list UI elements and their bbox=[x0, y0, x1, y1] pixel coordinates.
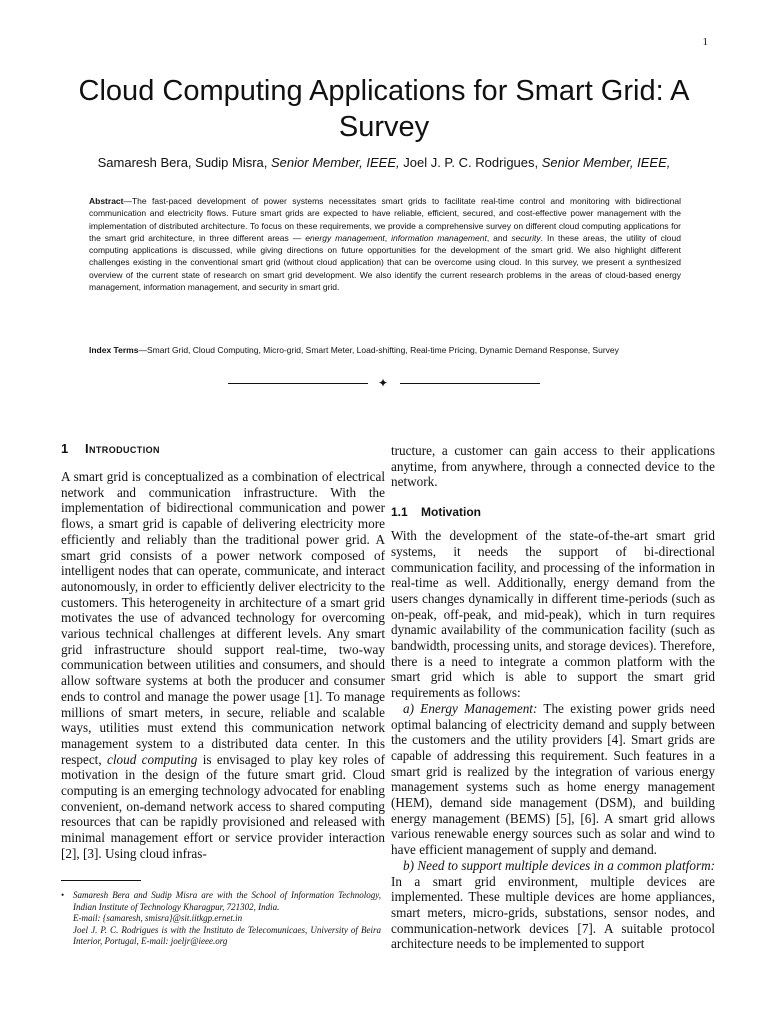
footnote-bullet: • bbox=[61, 890, 65, 900]
author-role-2: Senior Member, IEEE, bbox=[541, 155, 671, 170]
abstract-area-3: security bbox=[511, 232, 541, 243]
abstract-text-1: —The fast-paced development of power systems necessitates smart grids to facilitate real-time control and monitoring with bidirectional communication and electricity flows. Future smart grids are expected to have reliable, efficient, secured, and cost-effective power management with the implementation of distributed architecture. To focus on these requirements, we provide a comprehensive survey on different cloud computing applications for the smart grid architecture, in three different areas — bbox=[89, 196, 681, 243]
footnote-line-3: Joel J. P. C. Rodrigues is with the Instituto de Telecomunicaes, University of Beira Interior, Portugal, E-mail: joeljr@ieee.org bbox=[73, 924, 381, 946]
item-b-text: In a smart grid environment, multiple devices are implemented. These multiple devices are home appliances, smart meters, micro-grids, substations, sensor nodes, and communication-network devices [7]. A suitable protocol architecture needs to be implemented to support bbox=[391, 873, 715, 952]
subsection-heading-motivation bbox=[391, 504, 715, 520]
authors-part2: Joel J. P. C. Rodrigues, bbox=[399, 155, 542, 170]
abstract-area-1: energy management bbox=[305, 232, 385, 243]
abstract bbox=[89, 195, 681, 293]
separator-rule-right bbox=[400, 383, 540, 384]
authors-part1: Samaresh Bera, Sudip Misra, bbox=[97, 155, 272, 170]
footnote-line-2: E-mail: {samaresh, smisra}@sit.iitkgp.ernet.in bbox=[73, 913, 243, 923]
index-terms bbox=[89, 344, 681, 356]
intro-emphasis: cloud computing bbox=[107, 751, 198, 767]
item-a-heading: a) Energy Management: bbox=[403, 700, 538, 716]
index-terms-text: —Smart Grid, Cloud Computing, Micro-grid, Smart Meter, Load-shifting, Real-time Pricing, Dynamic Demand Response, Survey bbox=[138, 345, 619, 355]
abstract-area-2: information management bbox=[391, 232, 487, 243]
separator-diamond-icon: ✦ bbox=[378, 376, 389, 390]
intro-text-b-right: tructure, a customer can gain access to their applications anytime, from anywhere, through a connected device to the network. bbox=[391, 443, 715, 490]
author-list bbox=[40, 154, 728, 172]
footnote-line-1: Samaresh Bera and Sudip Misra are with the School of Information Technology, Indian Institute of Technology Kharagpur, 721302, India. bbox=[73, 890, 381, 912]
author-footnote bbox=[61, 890, 381, 948]
energy-management-paragraph bbox=[391, 701, 715, 858]
item-a-text: The existing power grids need optimal balancing of electricity demand and supply between the customers and the utility providers [4]. Smart grids are capable of addressing this requirement. Such features in a smart grid is realized by the integration of various energy management systems such as home energy management (HEM), demand side management (DSM), and building energy management (BEMS) [5], [6]. A smart grid allows various renewable energy sources such as solar and wind to have efficient management of supply and demand. bbox=[391, 700, 715, 858]
paper-title: Cloud Computing Applications for Smart Grid: A Survey bbox=[78, 75, 690, 143]
right-column bbox=[391, 443, 715, 952]
subsection-title: Motivation bbox=[421, 505, 481, 520]
section-heading-introduction bbox=[61, 440, 385, 458]
intro-text-b-left: is envisaged to play key roles of motivation in the design of the future smart grid. Cloud computing is an emerging technology advocated for enabling convenient, on-demand network access to shared computing resources that can be rapidly provisioned and released with minimal management effort or service provider interaction [2], [3]. Using cloud infras- bbox=[61, 751, 385, 861]
abstract-text-2: . In these areas, the utility of cloud computing applications is discussed, while giving directions on future opportunities for the development of the smart grid. We also highlight different challenges existing in the conventional smart grid (without cloud application) that can be overcome using cloud. In this survey, we present a synthesized overview of the current state of research on smart grid development. We also identify the current research problems in the areas of cloud-based energy management, information management, and security in smart grid. bbox=[89, 232, 681, 293]
item-b-heading: b) Need to support multiple devices in a common platform: bbox=[403, 857, 715, 873]
multiple-devices-paragraph bbox=[391, 858, 715, 952]
subsection-number: 1.1 bbox=[391, 505, 408, 520]
page-number: 1 bbox=[702, 36, 708, 48]
footnote-rule bbox=[61, 880, 141, 881]
motivation-paragraph: With the development of the state-of-the-art smart grid systems, it needs the support of bi-directional communication facility, and processing of the information in real-time as well. Additionally, energy demand from the users changes dynamically in different time-periods (such as on-peak, off-peak, and mid-peak), which in turn requires dynamic availability of the communication facility (such as bandwidth, processing units, and storage devices). Therefore, there is a need to integrate a common platform with the smart grid which is able to support the smart grid requirements as follows: bbox=[391, 528, 715, 701]
separator-rule-left bbox=[228, 383, 368, 384]
author-role-1: Senior Member, IEEE, bbox=[271, 155, 400, 170]
intro-paragraph-left bbox=[61, 469, 385, 862]
section-number: 1 bbox=[61, 441, 69, 456]
left-column bbox=[61, 440, 385, 862]
section-title: Introduction bbox=[85, 441, 160, 456]
index-terms-label: Index Terms bbox=[89, 345, 139, 355]
abstract-sep-2: , and bbox=[486, 232, 512, 243]
intro-paragraph-continued bbox=[391, 443, 715, 490]
abstract-sep-1: , bbox=[384, 232, 392, 243]
abstract-label: Abstract bbox=[89, 196, 124, 206]
intro-text-a: A smart grid is conceptualized as a combination of electrical network and communication infrastructure. With the implementation of bidirectional communication and power flows, a smart grid is capable of delivering electricity more efficiently and reliably than the traditional power grid. A smart grid consists of a power network composed of intelligent nodes that can operate, communicate, and interact autonomously, in order to efficiently deliver electricity to the customers. This heterogeneity in architecture of a smart grid motivates the use of advanced technology for overcoming various technical challenges at different levels. Any smart grid infrastructure should support real-time, two-way communication between utilities and consumers, and should allow software systems at both the producer and consumer ends to control and manage the power usage [1]. To manage millions of smart meters, in secure, reliable and scalable ways, utilities must extend this communication network management system to a distributed data center. In this respect, bbox=[61, 469, 385, 767]
